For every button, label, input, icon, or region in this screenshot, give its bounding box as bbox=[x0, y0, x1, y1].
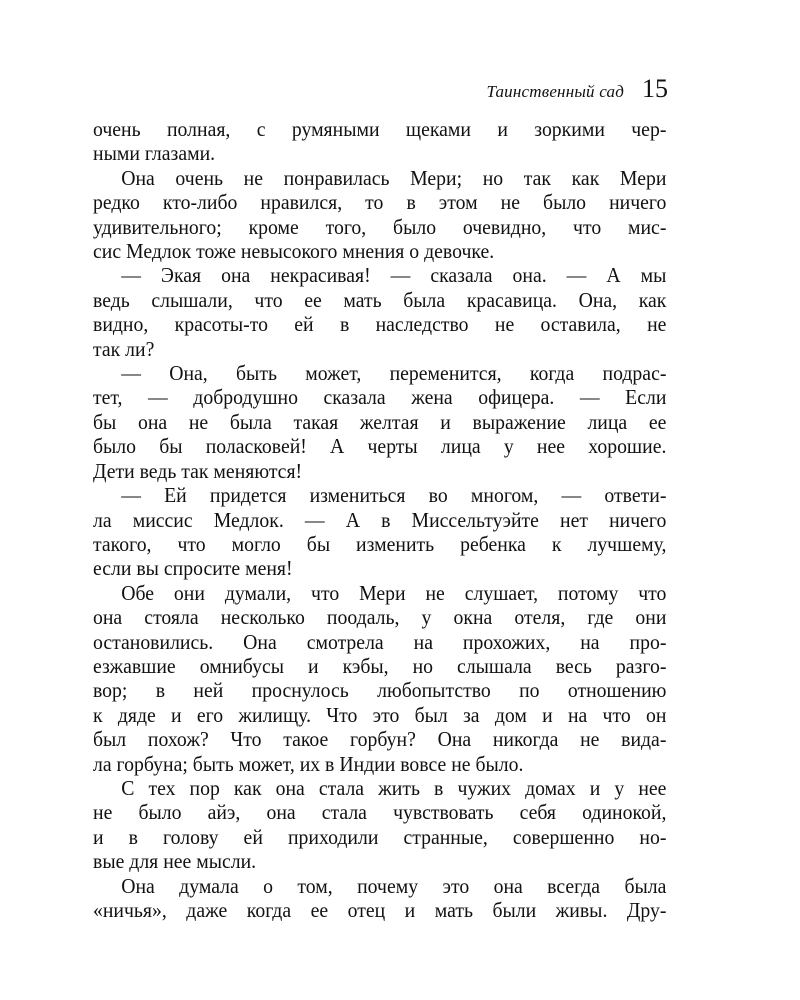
text-line: — Ей придется измениться во многом, — ответи- bbox=[121, 483, 667, 508]
running-head bbox=[486, 74, 668, 104]
text-line: так ли? bbox=[93, 336, 155, 361]
text-line: не было айэ, она стала чувствовать себя одинокой, bbox=[93, 800, 667, 825]
text-line: вор; в ней проснулось любопытство по отношению bbox=[93, 678, 667, 703]
text-line: удивительного; кроме того, было очевидно, что мис- bbox=[93, 214, 667, 239]
body-text bbox=[93, 117, 667, 922]
text-line: ведь слышали, что ее мать была красавица. Она, как bbox=[93, 287, 667, 312]
text-line: ла миссис Медлок. — А в Миссельтуэйте нет ничего bbox=[93, 507, 667, 532]
text-line: Дети ведь так меняются! bbox=[93, 458, 303, 483]
text-line: и в голову ей приходили странные, совершенно но- bbox=[93, 824, 667, 849]
text-line: видно, красоты-то ей в наследство не оставила, не bbox=[93, 312, 667, 337]
text-line: — Экая она некрасивая! — сказала она. — А мы bbox=[121, 263, 667, 288]
text-line: было бы поласковей! А черты лица у нее хорошие. bbox=[93, 434, 667, 459]
text-line: к дяде и его жилищу. Что это был за дом и на что он bbox=[93, 702, 667, 727]
text-line: очень полная, с румяными щеками и зоркими чер- bbox=[93, 117, 667, 141]
running-title: Таинственный сад bbox=[486, 82, 624, 101]
text-line: остановились. Она смотрела на прохожих, на про- bbox=[93, 629, 667, 654]
text-line: езжавшие омнибусы и кэбы, но слышала весь разго- bbox=[93, 653, 667, 678]
text-line: она стояла несколько поодаль, у окна отеля, где они bbox=[93, 605, 667, 630]
text-line: редко кто-либо нравился, то в этом не было ничего bbox=[93, 190, 667, 215]
text-line: вые для нее мысли. bbox=[93, 849, 257, 874]
text-line: ла горбуна; быть может, их в Индии вовсе не было. bbox=[93, 751, 524, 776]
text-line: Обе они думали, что Мери не слушает, потому что bbox=[121, 580, 667, 605]
page-number: 15 bbox=[642, 74, 668, 103]
text-line: был похож? Что такое горбун? Она никогда не вида- bbox=[93, 727, 667, 752]
text-line: Она думала о том, почему это она всегда была bbox=[121, 873, 667, 898]
text-line: тет, — добродушно сказала жена офицера. — Если bbox=[93, 385, 667, 410]
text-line: такого, что могло бы изменить ребенка к лучшему, bbox=[93, 531, 667, 556]
text-line: Она очень не понравилась Мери; но так как Мери bbox=[121, 165, 667, 190]
text-line: «ничья», даже когда ее отец и мать были живы. Дру- bbox=[93, 898, 667, 922]
text-line: если вы спросите меня! bbox=[93, 556, 293, 581]
text-line: бы она не была такая желтая и выражение лица ее bbox=[93, 409, 667, 434]
text-line: — Она, быть может, переменится, когда подрас- bbox=[121, 361, 667, 386]
text-line: ными глазами. bbox=[93, 141, 216, 166]
text-line: С тех пор как она стала жить в чужих домах и у нее bbox=[121, 775, 667, 800]
text-line: сис Медлок тоже невысокого мнения о девочке. bbox=[93, 239, 495, 264]
